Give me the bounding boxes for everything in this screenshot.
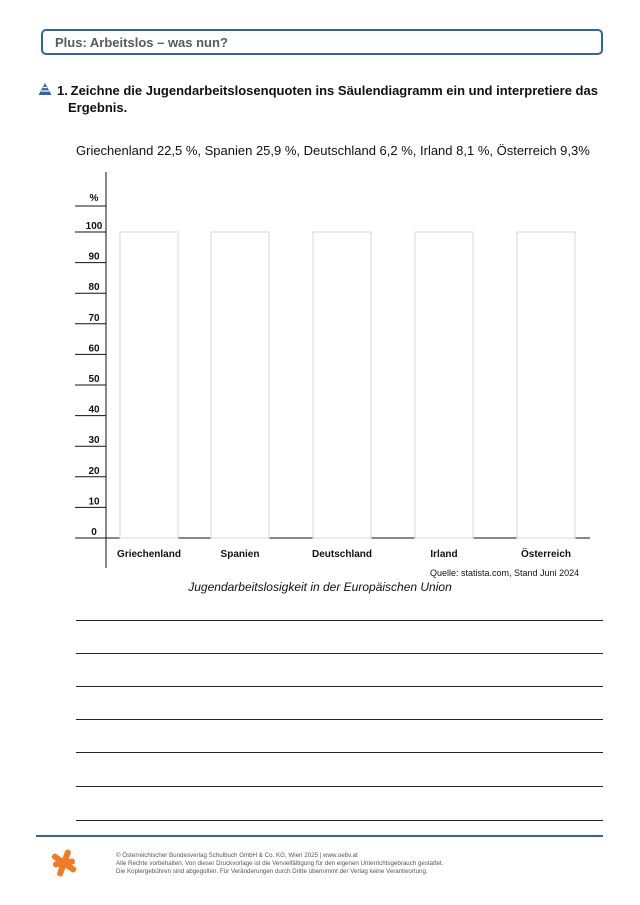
task-line-2: Ergebnis.	[68, 100, 128, 115]
y-tick-label: 60	[88, 343, 100, 355]
y-tick-label: 50	[88, 374, 100, 385]
footer-copyright	[116, 852, 443, 876]
footer-line-3: Die Kopiergebühren sind abgegolten. Für Veränderungen durch Dritte übernimmt der Verlag keine Verantwortung.	[116, 868, 428, 875]
triangle-level-icon	[38, 82, 52, 96]
y-tick-label: 30	[88, 435, 100, 447]
bar	[517, 232, 575, 538]
task-number: 1.	[57, 83, 68, 98]
chart-caption: Jugendarbeitslosigkeit in der Europäischen Union	[188, 580, 452, 594]
footer-divider	[36, 835, 603, 837]
y-tick-label: 80	[88, 282, 100, 294]
y-unit-label: %	[89, 193, 99, 204]
x-tick-label: Deutschland	[311, 549, 373, 560]
bar	[415, 232, 473, 538]
x-tick-label: Spanien	[220, 549, 260, 560]
footer-line-2: Alle Rechte vorbehalten. Von dieser Druckvorlage ist die Vervielfältigung für den eigenen Unterrichtsgebrauch gestattet.	[116, 860, 444, 867]
footer-line-1: © Österreichischer Bundesverlag Schulbuch GmbH & Co. KG, Wien 2025 | www.oebv.at	[116, 852, 358, 859]
answer-line[interactable]	[76, 653, 603, 654]
answer-line[interactable]	[76, 620, 603, 621]
y-tick-label: 10	[88, 496, 100, 508]
y-tick-label: 70	[88, 312, 100, 324]
answer-line[interactable]	[76, 752, 603, 753]
y-tick-label: 40	[88, 404, 100, 416]
bar	[313, 232, 371, 538]
chart-source: Quelle: statista.com, Stand Juni 2024	[430, 568, 580, 578]
page-title: Plus: Arbeitslos – was nun?	[55, 35, 228, 50]
bar	[120, 232, 178, 538]
header-box	[41, 29, 603, 55]
y-tick-label: 20	[88, 465, 100, 477]
bar	[211, 232, 269, 538]
task-instruction	[57, 82, 607, 116]
data-values-line: Griechenland 22,5 %, Spanien 25,9 %, Deutschland 6,2 %, Irland 8,1 %, Österreich 9,3%	[76, 143, 590, 158]
x-tick-label: Griechenland	[117, 549, 181, 560]
y-tick-label: 90	[88, 251, 100, 263]
answer-line[interactable]	[76, 719, 603, 720]
answer-line[interactable]	[76, 820, 603, 821]
publisher-logo-icon	[50, 848, 78, 878]
y-tick-label: 0	[91, 527, 97, 538]
x-tick-label: Österreich	[520, 549, 572, 560]
bar-chart	[70, 170, 600, 570]
answer-line[interactable]	[76, 686, 603, 687]
y-tick-label: 100	[85, 221, 103, 232]
answer-line[interactable]	[76, 786, 603, 787]
task-line-1: Zeichne die Jugendarbeitslosenquoten ins Säulendiagramm ein und interpretiere das	[70, 83, 598, 98]
x-tick-label: Irland	[430, 549, 458, 560]
